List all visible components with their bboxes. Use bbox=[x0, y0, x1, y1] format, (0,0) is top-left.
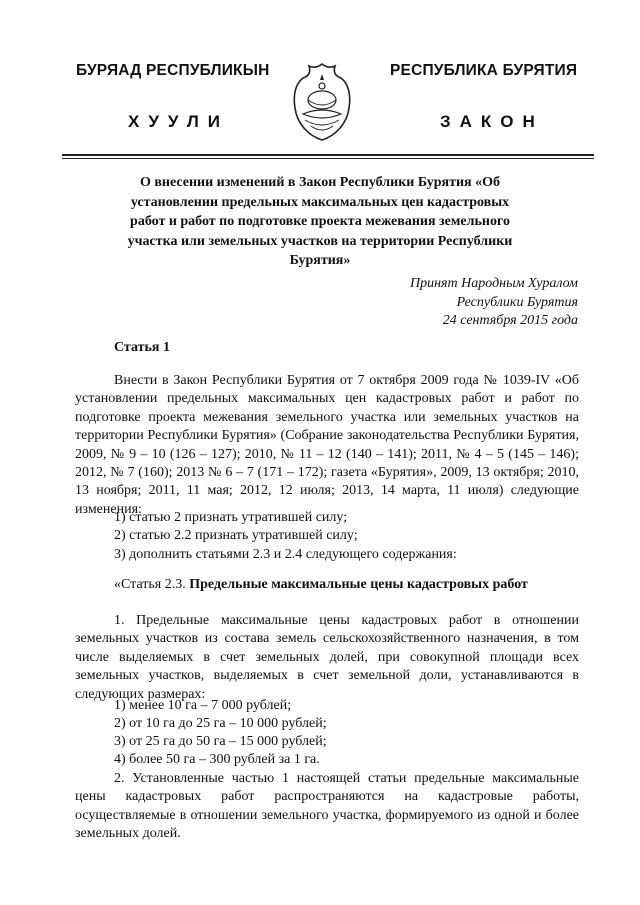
price-list-item: 3) от 25 га до 50 га – 15 000 рублей; bbox=[114, 734, 327, 749]
price-list-item: 4) более 50 га – 300 рублей за 1 га. bbox=[114, 752, 320, 767]
header-divider-thick bbox=[62, 154, 594, 156]
article-2-3-paragraph-1: 1. Предельные максимальные цены кадастровых работ в отношении земельных участков из состава земель сельскохозяйственного назначения, в том числе выделяемых в счет земельных долей, при совокупной площади всех земельных участков, выделяемых в счет земельной доли, устанавливаются в следующих размерах: bbox=[75, 613, 579, 702]
header-divider-thin bbox=[62, 158, 594, 159]
adoption-line-2: Республики Бурятия bbox=[456, 294, 578, 310]
article-2-3-heading bbox=[114, 577, 528, 593]
article-2-3-prefix: «Статья 2.3. bbox=[114, 577, 186, 592]
header-right-title: РЕСПУБЛИКА БУРЯТИЯ bbox=[390, 62, 578, 79]
header-left-subtitle: ХУУЛИ bbox=[128, 112, 229, 131]
article-2-3-paragraph-2: 2. Установленные частью 1 настоящей статьи предельные максимальные цены кадастровых работ распространяются на кадастровые работы, осуществляемые в отношении земельного участка, формируемого из одной и более земельных долей. bbox=[75, 771, 579, 842]
coat-of-arms-icon bbox=[289, 62, 355, 142]
header-right-subtitle: ЗАКОН bbox=[440, 112, 544, 131]
article-1-paragraph: Внести в Закон Республики Бурятия от 7 октября 2009 года № 1039-IV «Об установлении предельных максимальных цен кадастровых работ и работ по подготовке проекта межевания земельного участка или земельных участков на территории Республики Бурятия» (Собрание законодательства Республики Бурятия, 2009, № 9 – 10 (126 – 127); 2010, № 11 – 12 (140 – 141); 2011, № 4 – 5 (145 – 146); 2012, № 7 (160); 2013 № 6 – 7 (171 – 172); газета «Бурятия», 2009, 13 октября; 2010, 13 ноября; 2011, 11 мая; 2012, 12 июля; 2013, 14 марта, 11 июля) следующие изменения: bbox=[75, 373, 579, 517]
price-list-item: 2) от 10 га до 25 га – 10 000 рублей; bbox=[114, 716, 327, 731]
article-1-heading: Статья 1 bbox=[114, 340, 170, 355]
article-2-3-title: Предельные максимальные цены кадастровых работ bbox=[189, 577, 528, 592]
adoption-line-1: Принят Народным Хуралом bbox=[409, 276, 578, 291]
header-left-title: БУРЯАД РЕСПУБЛИКЫН bbox=[76, 62, 270, 79]
list-item: 3) дополнить статьями 2.3 и 2.4 следующего содержания: bbox=[114, 547, 457, 562]
adoption-date: 24 сентября 2015 года bbox=[442, 313, 578, 328]
list-item: 2) статью 2.2 признать утратившей силу; bbox=[114, 528, 358, 543]
list-item: 1) статью 2 признать утратившей силу; bbox=[114, 510, 348, 525]
law-title: О внесении изменений в Закон Республики Бурятия «Об установлении предельных максимальных цен кадастровых работ и работ по подготовке проекта межевания земельного участка или земельных участков на территории Республики Бурятия» bbox=[127, 175, 513, 268]
adoption-note bbox=[330, 275, 578, 331]
price-list-item: 1) менее 10 га – 7 000 рублей; bbox=[114, 698, 292, 713]
